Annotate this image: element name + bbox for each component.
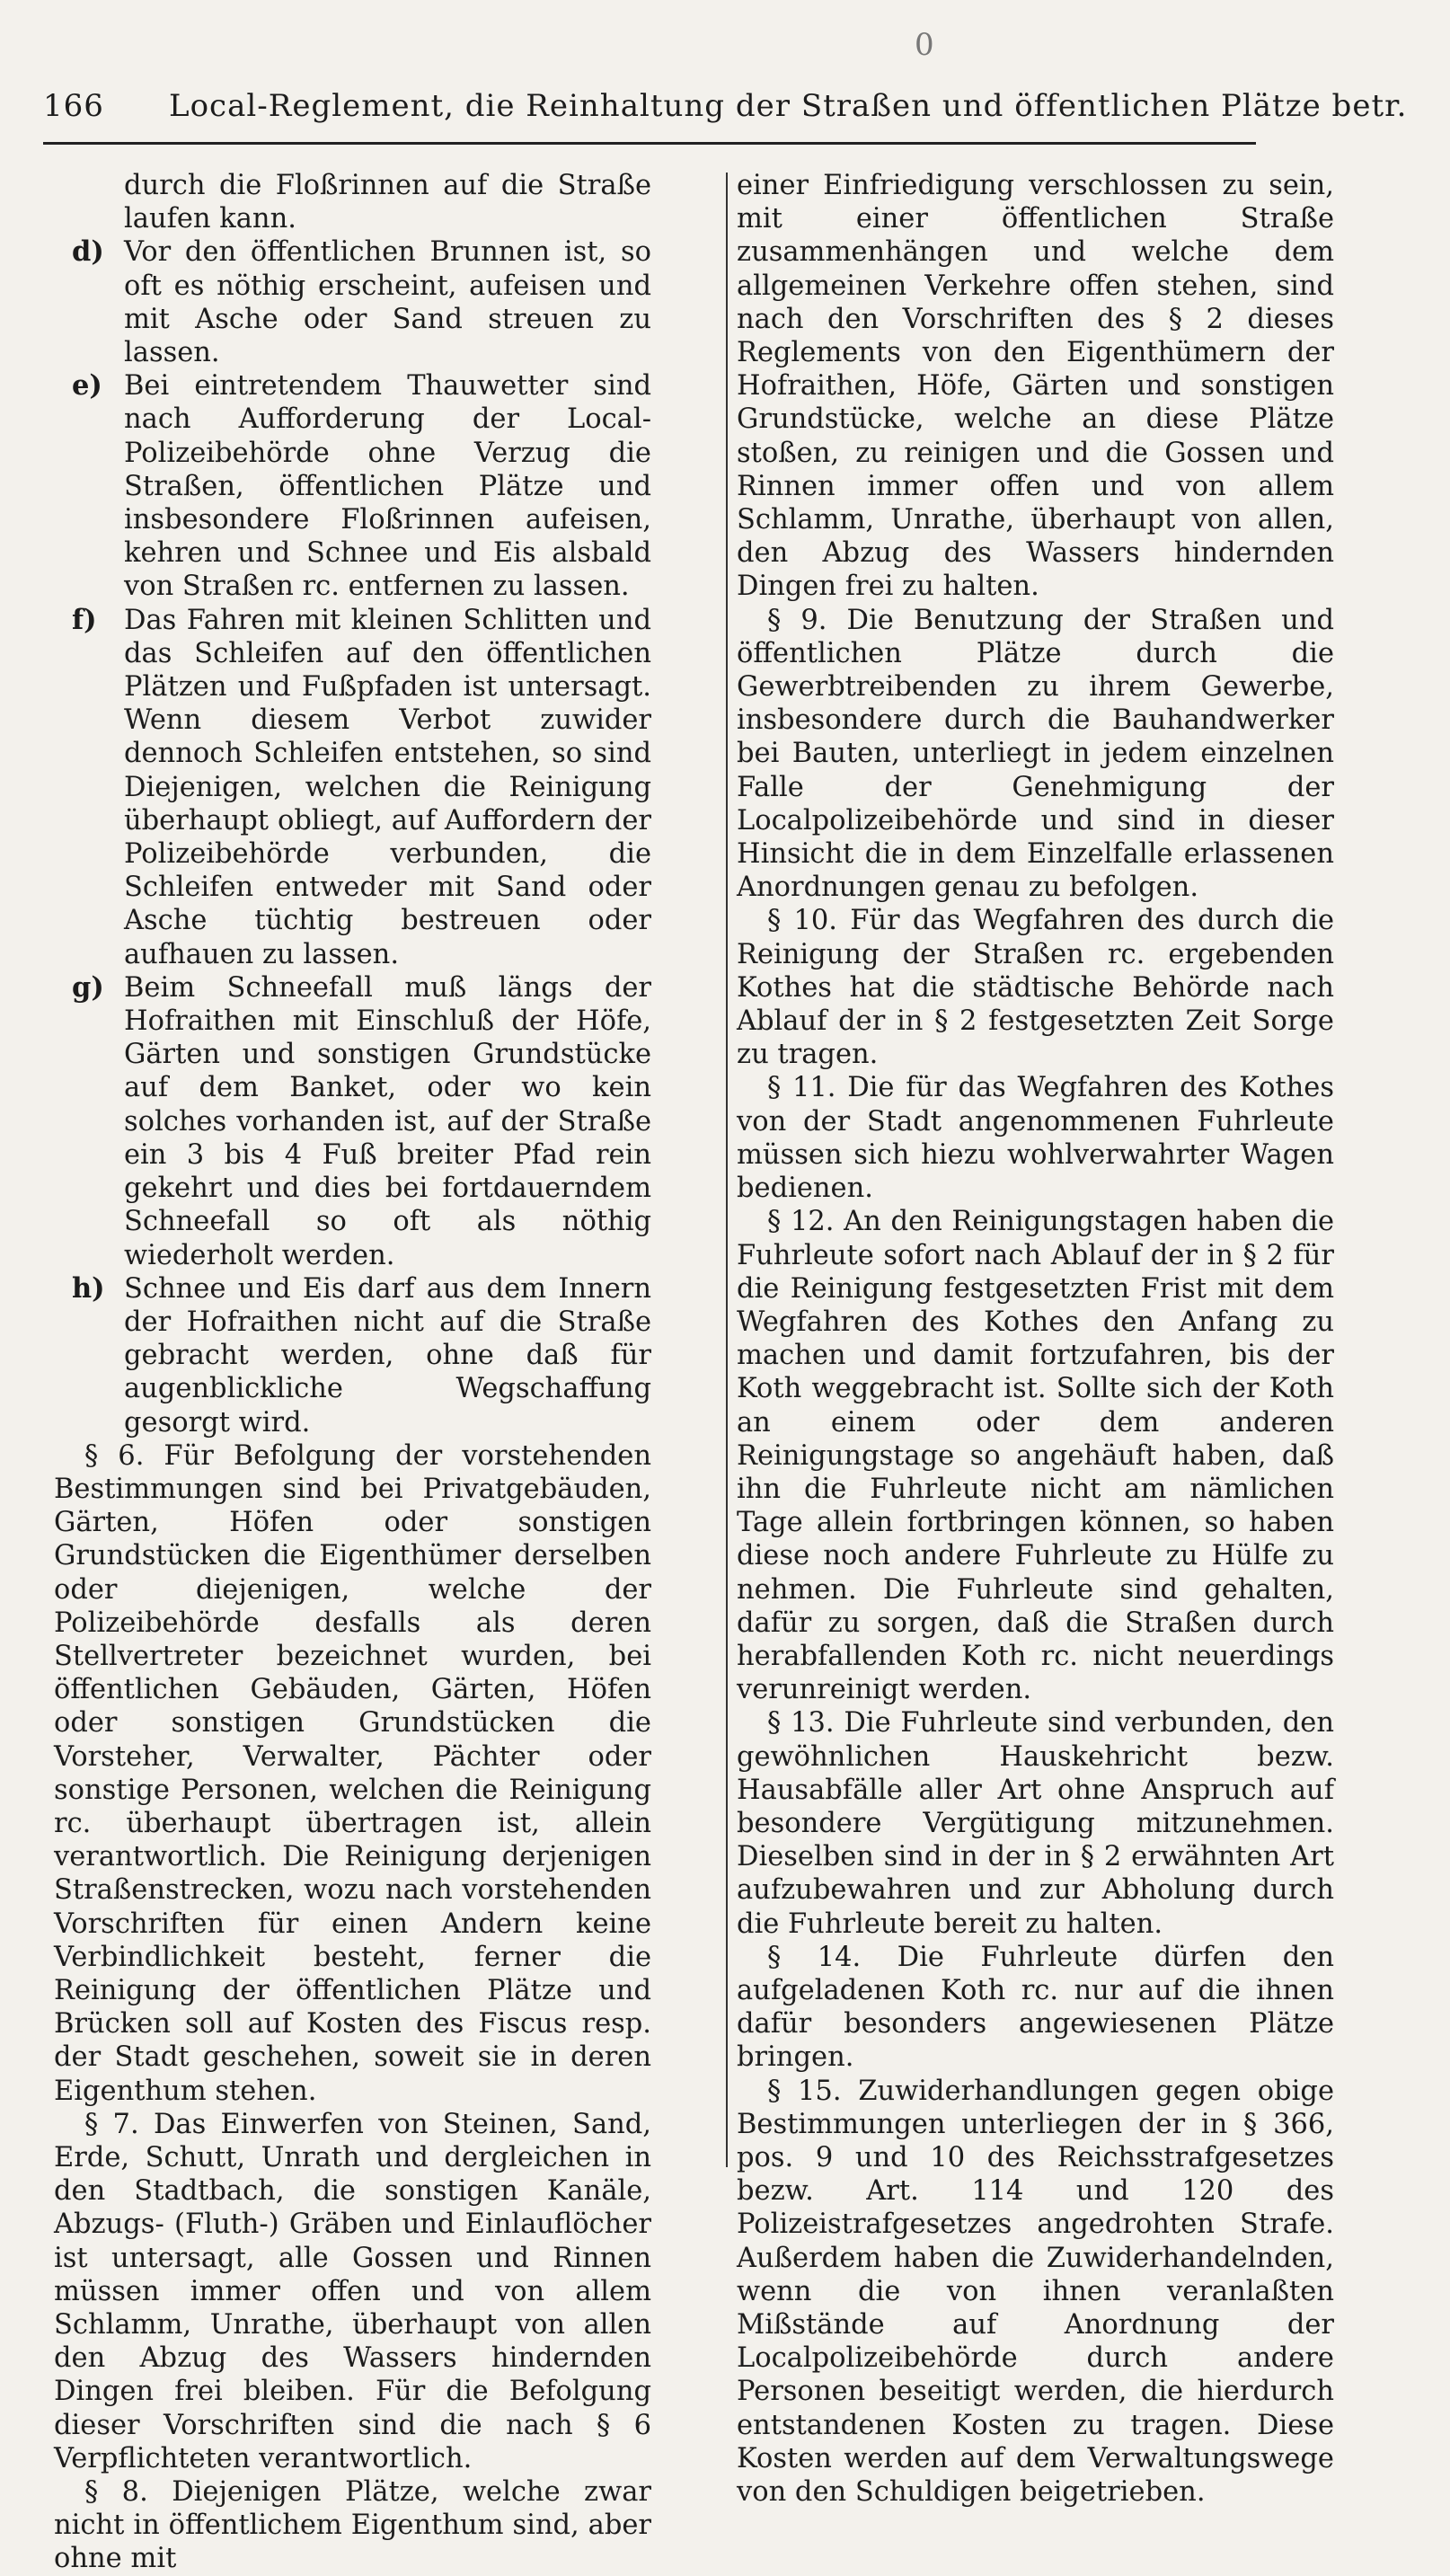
item-text: Beim Schneefall muß längs der Hofraithen mit Einschluß der Höfe, Gärten und sonstigen Grundstücke auf dem Banket, oder wo kein solches vorhanden ist, auf der Straße ein 3 bis 4 Fuß breiter Pfad rein gekehrt und dies bei fortdauerndem Schneefall so oft als nöthig wiederholt werden. <box>124 971 651 1271</box>
item-marker: f) <box>72 603 97 636</box>
running-header <box>43 88 1408 133</box>
section-8-continuation: einer Einfriedigung verschlossen zu sein, mit einer öffentlichen Straße zusammenhängen und welche dem allgemeinen Verkehre offen stehen, sind nach den Vorschriften des § 2 dieses Reglements von den Eigenthümern der Hofraithen, Höfe, Gärten und sonstigen Grundstücke, welche an diese Plätze stoßen, zu reinigen und die Gossen und Rinnen immer offen und von allem Schlamm, Unrathe, überhaupt von allen, den Abzug des Wassers hindernden Dingen frei zu halten. <box>737 170 1334 603</box>
section-6: § 6. Für Befolgung der vorstehenden Bestimmungen sind bei Privatgebäuden, Gärten, Höfen oder sonstigen Grundstücken die Eigenthümer derselben oder diejenigen, welche der Polizeibehörde desfalls als deren Stellvertreter bezeichnet wurden, bei öffentlichen Gebäuden, Gärten, Höfen oder sonstigen Grundstücken die Vorsteher, Verwalter, Pächter oder sonstige Personen, welchen die Reinigung rc. überhaupt übertragen ist, allein verantwortlich. Die Reinigung derjenigen Straßenstrecken, wozu nach vorstehenden Vorschriften für einen Andern keine Verbindlichkeit besteht, ferner die Reinigung der öffentlichen Plätze und Brücken soll auf Kosten des Fiscus resp. der Stadt geschehen, soweit sie in deren Eigenthum stehen. <box>54 1439 651 2107</box>
section-9: § 9. Die Benutzung der Straßen und öffentlichen Plätze durch die Gewerbtreibenden zu ihrem Gewerbe, insbesondere durch die Bauhandwerker bei Bauten, unterliegt in jedem einzelnen Falle der Genehmigung der Localpolizeibehörde und sind in dieser Hinsicht die in dem Einzelfalle erlassenen Anordnungen genau zu befolgen. <box>737 604 1334 904</box>
item-marker: d) <box>72 235 104 269</box>
section-13: § 13. Die Fuhrleute sind verbunden, den gewöhnlichen Hauskehricht bezw. Hausabfälle aller Art ohne Anspruch auf besondere Vergütigung mitzunehmen. Dieselben sind in der in § 2 erwähnten Art aufzubewahren und zur Abholung durch die Fuhrleute bereit zu halten. <box>737 1707 1334 1940</box>
section-8: § 8. Diejenigen Plätze, welche zwar nicht in öffentlichem Eigenthum sind, aber ohne mit <box>54 2476 651 2575</box>
column-divider <box>726 173 728 2167</box>
section-14: § 14. Die Fuhrleute dürfen den aufgeladenen Koth rc. nur auf die ihnen dafür besonders angewiesenen Plätze bringen. <box>737 1941 1334 2074</box>
item-text: Bei eintretendem Thauwetter sind nach Aufforderung der Local-Polizeibehörde ohne Verzug die Straßen, öffentlichen Plätze und insbesondere Floßrinnen aufeisen, kehren und Schnee und Eis alsbald von Straßen rc. entfernen zu lassen. <box>124 370 651 603</box>
left-column <box>54 169 651 2576</box>
corner-mark: 0 <box>915 27 934 63</box>
list-item-h <box>54 1272 651 1439</box>
section-15: § 15. Zuwiderhandlungen gegen obige Bestimmungen unterliegen der in § 366, pos. 9 und 10 des Reichsstrafgesetzes bezw. Art. 114 und 120 des Polizeistrafgesetzes angedrohten Strafe. Außerdem haben die Zuwiderhandelnden, wenn die von ihnen veranlaßten Mißstände auf Anordnung der Localpolizeibehörde durch andere Personen beseitigt werden, die hierdurch entstandenen Kosten zu tragen. Diese Kosten werden auf dem Verwaltungswege von den Schuldigen beigetrieben. <box>737 2075 1334 2509</box>
list-item-d <box>54 235 651 369</box>
item-text: Vor den öffentlichen Brunnen ist, so oft es nöthig erscheint, aufeisen und mit Asche oder Sand streuen zu lassen. <box>124 236 651 369</box>
header-title: Local-Reglement, die Reinhaltung der Straßen und öffentlichen Plätze betr. <box>169 88 1408 124</box>
list-item-f <box>54 604 651 971</box>
header-rule <box>43 142 1256 145</box>
list-item-g <box>54 971 651 1272</box>
item-marker: e) <box>72 369 102 403</box>
item-marker: g) <box>72 970 104 1004</box>
right-column <box>737 169 1334 2509</box>
section-12: § 12. An den Reinigungstagen haben die Fuhrleute sofort nach Ablauf der in § 2 für die Reinigung festgesetzten Frist mit dem Wegfahren des Kothes den Anfang zu machen und damit fortzufahren, bis der Koth weggebracht ist. Sollte sich der Koth an einem oder dem anderen Reinigungstage so angehäuft haben, daß ihn die Fuhrleute nicht am nämlichen Tage allein fortbringen können, so haben diese noch andere Fuhrleute zu Hülfe zu nehmen. Die Fuhrleute sind gehalten, dafür zu sorgen, daß die Straßen durch herabfallenden Koth rc. nicht neuerdings verunreinigt werden. <box>737 1206 1334 1706</box>
list-item-e <box>54 369 651 603</box>
item-c-continuation: durch die Floßrinnen auf die Straße laufen kann. <box>124 170 651 235</box>
section-11: § 11. Die für das Wegfahren des Kothes von der Stadt angenommenen Fuhrleute müssen sich hiezu wohlverwahrter Wagen bedienen. <box>737 1072 1334 1205</box>
item-marker: h) <box>72 1271 105 1305</box>
item-text: Das Fahren mit kleinen Schlitten und das Schleifen auf den öffentlichen Plätzen und Fußpfaden ist untersagt. Wenn diesem Verbot zuwider dennoch Schleifen entstehen, so sind Diejenigen, welchen die Reinigung überhaupt obliegt, auf Auffordern der Polizeibehörde verbunden, die Schleifen entweder mit Sand oder Asche tüchtig bestreuen oder aufhauen zu lassen. <box>124 604 651 970</box>
section-7: § 7. Das Einwerfen von Steinen, Sand, Erde, Schutt, Unrath und dergleichen in den Stadtbach, die sonstigen Kanäle, Abzugs- (Fluth-) Gräben und Einlauflöcher ist untersagt, alle Gossen und Rinnen müssen immer offen und von allem Schlamm, Unrathe, überhaupt von allen den Abzug des Wassers hindernden Dingen frei bleiben. Für die Befolgung dieser Vorschriften sind die nach § 6 Verpflichteten verantwortlich. <box>54 2108 651 2474</box>
page-number: 166 <box>43 88 104 124</box>
item-text: Schnee und Eis darf aus dem Innern der Hofraithen nicht auf die Straße gebracht werden, ohne daß für augenblickliche Wegschaffung gesorgt wird. <box>124 1272 651 1438</box>
section-10: § 10. Für das Wegfahren des durch die Reinigung der Straßen rc. ergebenden Kothes hat die städtische Behörde nach Ablauf der in § 2 festgesetzten Zeit Sorge zu tragen. <box>737 905 1334 1071</box>
